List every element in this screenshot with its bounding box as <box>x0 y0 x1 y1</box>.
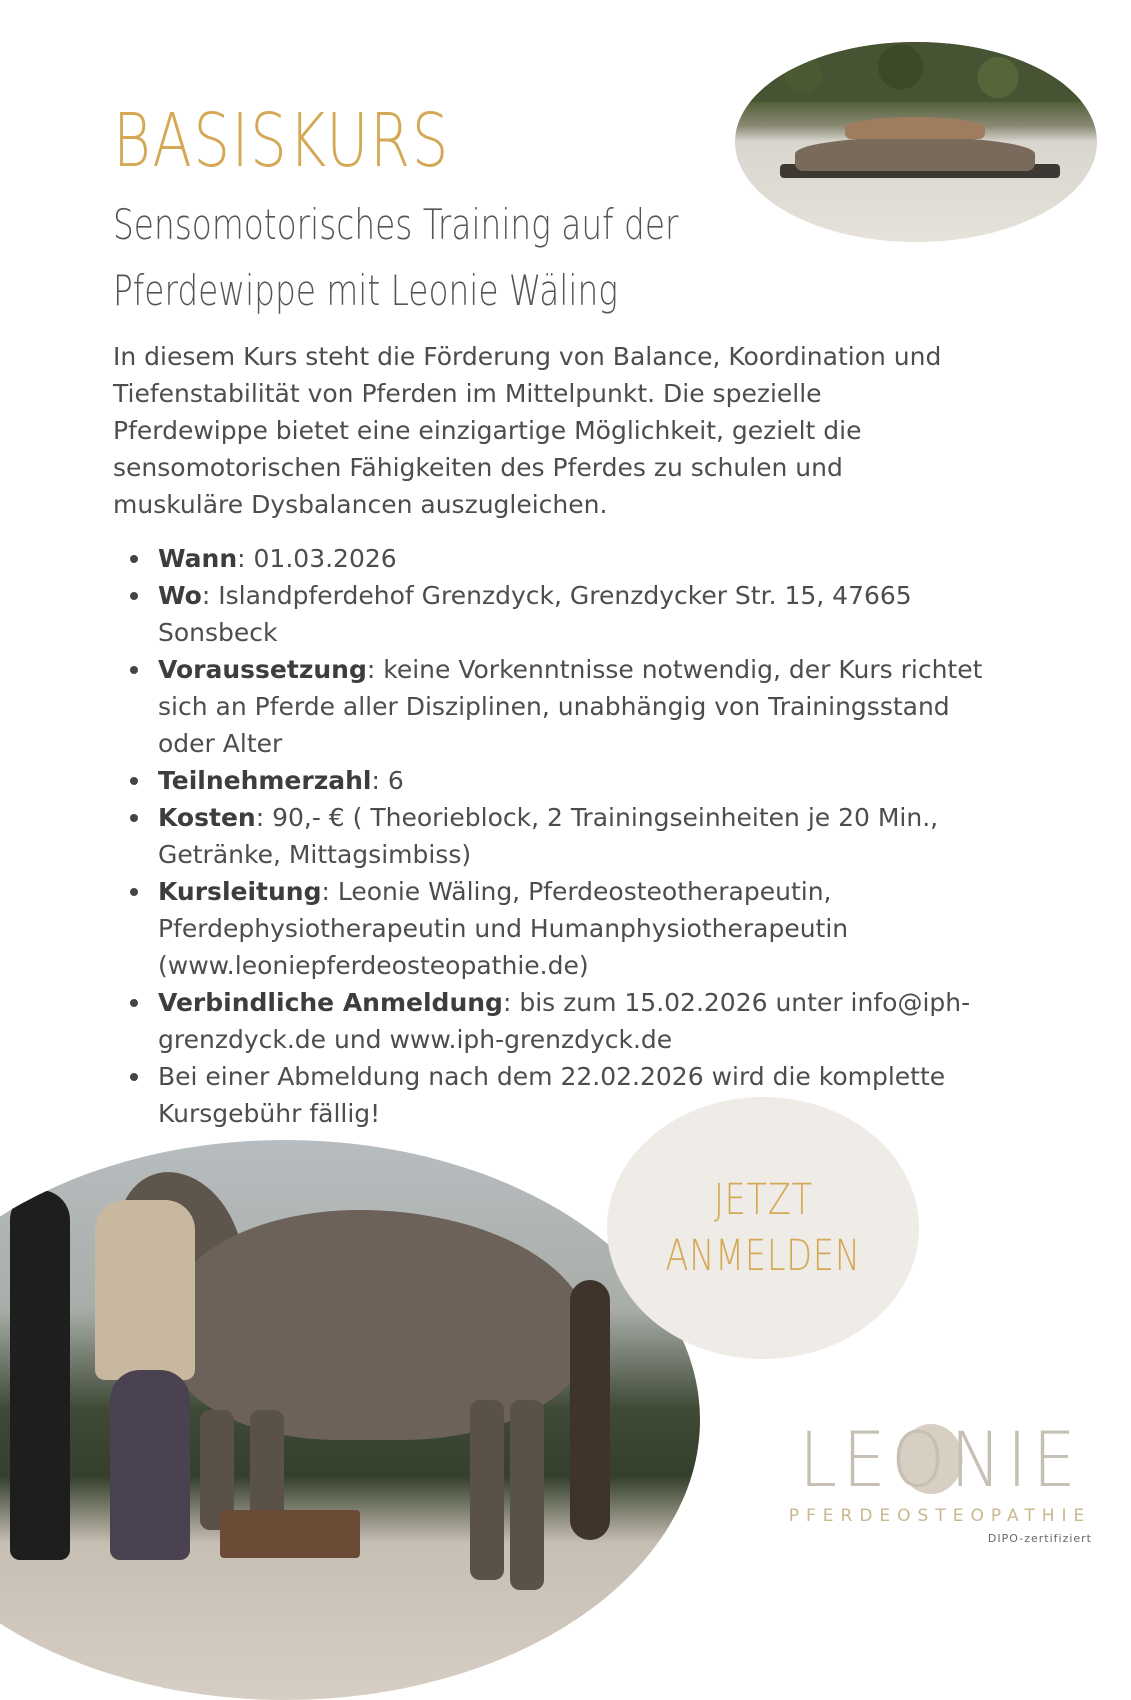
detail-text: : 90,- € ( Theorieblock, 2 Trainingseinheiten je 20 Min., Getränke, Mittagsimbiss) <box>158 803 939 869</box>
logo-wordmark: LEONIE <box>798 1415 1082 1504</box>
detail-label: Wo <box>158 581 202 610</box>
detail-text: : bis zum 15.02.2026 unter info@iph-grenzdyck.de und www.iph-grenzdyck.de <box>158 988 971 1054</box>
detail-item-voraussetzung <box>113 651 1003 762</box>
intro-paragraph: In diesem Kurs steht die Förderung von Balance, Koordination und Tiefenstabilität von Pferden im Mittelpunkt. Die spezielle Pferdewippe bietet eine einzigartige Möglichkeit, gezielt die sensomotorischen Fähigkeiten des Pferdes zu schulen und muskuläre Dysbalancen auszugleichen. <box>113 342 942 519</box>
logo-subtitle: PFERDEOSTEOPATHIE <box>788 1506 1092 1526</box>
page-subtitle <box>113 192 784 324</box>
detail-label: Voraussetzung <box>158 655 367 684</box>
detail-item-kursleitung <box>113 873 1003 984</box>
detail-label: Verbindliche Anmeldung <box>158 988 503 1017</box>
detail-label: Teilnehmerzahl <box>158 766 372 795</box>
detail-item-wann <box>113 540 1003 577</box>
register-now-button[interactable] <box>607 1097 919 1359</box>
horse-training-photo <box>0 1140 700 1700</box>
detail-text: : Leonie Wäling, Pferdeosteotherapeutin, Pferdephysiotherapeutin und Humanphysiotherapeutin (www.leoniepferdeosteopathie.de) <box>158 877 849 980</box>
cta-line-1: JETZT <box>713 1175 813 1225</box>
cta-line-2: ANMELDEN <box>665 1231 861 1281</box>
detail-text: : 01.03.2026 <box>237 544 397 573</box>
page-title: BASISKURS <box>113 98 450 184</box>
detail-text: Bei einer Abmeldung nach dem 22.02.2026 wird die komplette Kursgebühr fällig! <box>158 1062 946 1128</box>
course-details-list <box>113 540 1003 1132</box>
detail-text: : Islandpferdehof Grenzdyck, Grenzdycker Str. 15, 47665 Sonsbeck <box>158 581 912 647</box>
detail-text: : keine Vorkenntnisse notwendig, der Kurs richtet sich an Pferde aller Disziplinen, unabhängig von Trainingsstand oder Alter <box>158 655 983 758</box>
detail-label: Kosten <box>158 803 256 832</box>
subtitle-line-2: Pferdewippe mit Leonie Wäling <box>113 266 618 315</box>
subtitle-line-1: Sensomotorisches Training auf der <box>113 200 679 249</box>
detail-text: : 6 <box>371 766 404 795</box>
detail-item-wo <box>113 577 1003 651</box>
leonie-logo <box>780 1415 1100 1580</box>
wobble-board-photo <box>735 42 1097 242</box>
certification-label: DIPO-zertifiziert <box>987 1532 1092 1545</box>
detail-item-anmeldung <box>113 984 1003 1058</box>
detail-item-abmeldung <box>113 1058 1003 1132</box>
detail-label: Wann <box>158 544 238 573</box>
detail-item-teilnehmerzahl <box>113 762 1003 799</box>
detail-item-kosten <box>113 799 1003 873</box>
detail-label: Kursleitung <box>158 877 322 906</box>
